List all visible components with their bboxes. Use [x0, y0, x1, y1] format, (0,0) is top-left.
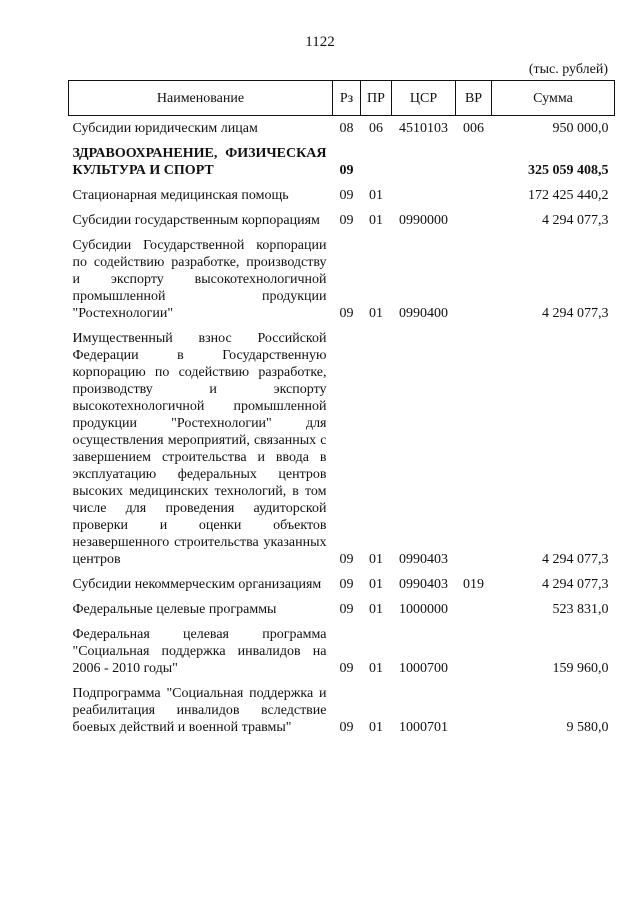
row-vr: [456, 680, 492, 739]
row-csr: [392, 182, 456, 207]
units-label: (тыс. рублей): [528, 62, 608, 77]
row-rz: 09: [339, 577, 354, 592]
row-vr: [456, 140, 492, 182]
row-sum: 4 294 077,3: [542, 213, 609, 228]
row-csr: 0990403: [399, 577, 448, 592]
row-pr: 01: [369, 720, 383, 735]
table-row: [69, 325, 615, 571]
col-header-csr: ЦСР: [392, 81, 456, 116]
row-csr: 1000700: [399, 661, 448, 676]
col-header-vr: ВР: [456, 81, 492, 116]
row-vr: [456, 596, 492, 621]
row-pr: 01: [369, 577, 383, 592]
row-sum: 325 059 408,5: [528, 163, 609, 178]
row-rz: 09: [339, 306, 354, 321]
row-pr: 01: [369, 213, 383, 228]
row-sum: 950 000,0: [552, 121, 609, 136]
row-sum: 4 294 077,3: [542, 577, 609, 592]
table-row: [69, 232, 615, 325]
row-rz: 09: [339, 552, 354, 567]
row-rz: 09: [339, 661, 354, 676]
col-header-name: Наименование: [69, 81, 333, 116]
budget-table: [68, 80, 615, 739]
row-pr: 01: [369, 602, 383, 617]
row-rz: 09: [339, 213, 354, 228]
row-rz: 09: [339, 720, 354, 735]
row-sum: 4 294 077,3: [542, 552, 609, 567]
table-row: [69, 596, 615, 621]
row-csr: 4510103: [399, 121, 448, 136]
row-rz: 08: [339, 121, 354, 136]
row-csr: 1000000: [399, 602, 448, 617]
row-name: Субсидии государственным корпорациям: [72, 213, 320, 228]
row-name: Субсидии Государственной корпорации по содействию разработке, производству и экспорту высокотехнологичной промышленной продукции "Ростехнологии": [72, 238, 327, 321]
row-csr: 1000701: [399, 720, 448, 735]
row-name: Федеральная целевая программа "Социальная поддержка инвалидов на 2006 - 2010 годы": [72, 627, 327, 676]
row-name: ЗДРАВООХРАНЕНИЕ, ФИЗИЧЕСКАЯ КУЛЬТУРА И СПОРТ: [72, 146, 327, 178]
row-name: Федеральные целевые программы: [72, 602, 277, 617]
row-name: Субсидии некоммерческим организациям: [72, 577, 322, 592]
row-name: Стационарная медицинская помощь: [72, 188, 289, 203]
table-row: [69, 207, 615, 232]
row-sum: 9 580,0: [566, 720, 609, 735]
row-rz: 09: [339, 602, 354, 617]
col-header-rz: Рз: [333, 81, 361, 116]
row-vr: 006: [463, 121, 484, 136]
table-row: [69, 116, 615, 141]
row-vr: 019: [463, 577, 484, 592]
row-sum: 523 831,0: [552, 602, 609, 617]
row-vr: [456, 182, 492, 207]
row-vr: [456, 621, 492, 680]
row-pr: [361, 140, 392, 182]
row-name: Подпрограмма "Социальная поддержка и реабилитация инвалидов вследствие боевых действий и военной травмы": [72, 686, 327, 735]
row-csr: [392, 140, 456, 182]
row-sum: 159 960,0: [552, 661, 609, 676]
col-header-sum: Сумма: [492, 81, 615, 116]
table-row: [69, 680, 615, 739]
row-rz: 09: [339, 163, 354, 178]
table-row: [69, 182, 615, 207]
table-row: [69, 621, 615, 680]
row-pr: 01: [369, 188, 383, 203]
row-csr: 0990400: [399, 306, 448, 321]
page-number: 1122: [305, 34, 335, 50]
row-sum: 172 425 440,2: [528, 188, 609, 203]
table-row: [69, 140, 615, 182]
header-row: [69, 81, 615, 116]
row-csr: 0990403: [399, 552, 448, 567]
row-sum: 4 294 077,3: [542, 306, 609, 321]
table-row: [69, 571, 615, 596]
row-name: Субсидии юридическим лицам: [72, 121, 258, 136]
row-pr: 01: [369, 661, 383, 676]
row-rz: 09: [339, 188, 354, 203]
row-pr: 01: [369, 306, 383, 321]
row-vr: [456, 232, 492, 325]
row-csr: 0990000: [399, 213, 448, 228]
row-name: Имущественный взнос Российской Федерации в Государственную корпорацию по содействию разработке, производству и экспорту высокотехнологичной промышленной продукции "Ростехнологии" для осуществления мероприятий, связанных с завершением строительства и ввода в эксплуатацию федеральных центров высоких медицинских технологий, в том числе для проведения аудиторской проверки и оценки объектов незавершенного строительства указанных центров: [72, 331, 327, 567]
row-vr: [456, 207, 492, 232]
row-pr: 06: [369, 121, 383, 136]
row-vr: [456, 325, 492, 571]
col-header-pr: ПР: [361, 81, 392, 116]
row-pr: 01: [369, 552, 383, 567]
